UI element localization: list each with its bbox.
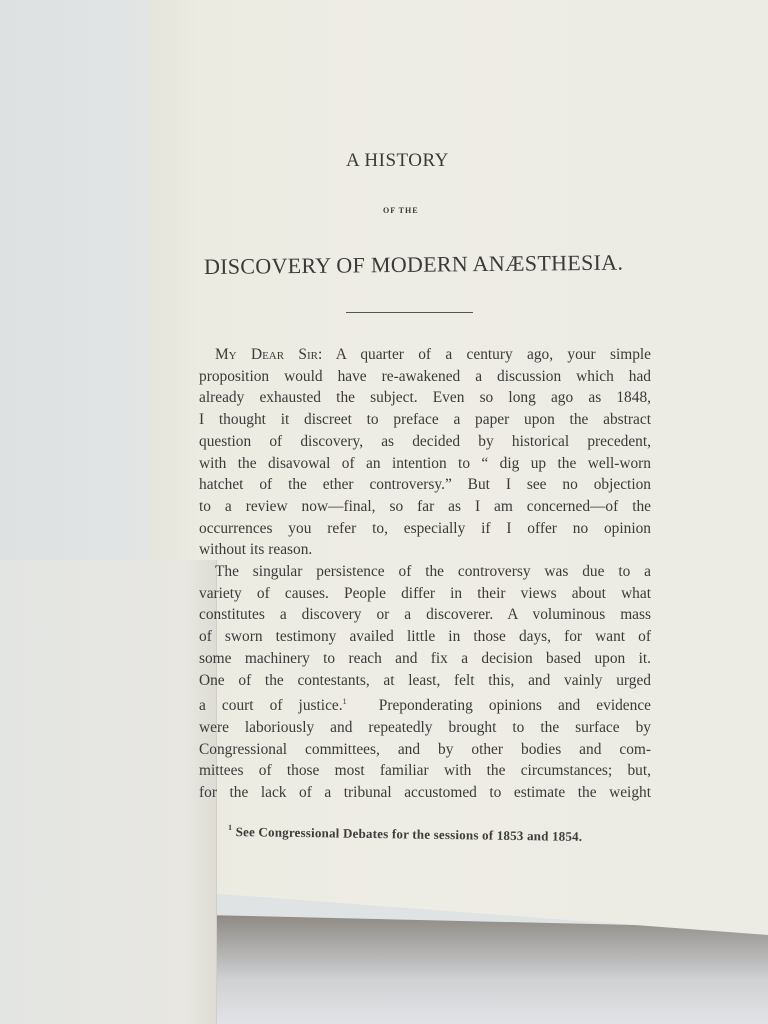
text-line: for the lack of a tribunal accustomed to estimate the weight bbox=[199, 784, 651, 802]
text-line: One of the contestants, at least, felt this, and vainly urged bbox=[199, 671, 651, 689]
title-a-history: A HISTORY bbox=[346, 150, 449, 171]
text-line: I thought it discreet to preface a paper upon the abstract bbox=[199, 411, 651, 429]
text-line: variety of causes. People differ in their views about what bbox=[199, 584, 651, 602]
text-line: question of discovery, as decided by historical precedent, bbox=[199, 432, 651, 450]
title-rule-divider bbox=[346, 312, 473, 313]
text-line: The singular persistence of the controversy was due to a bbox=[215, 563, 651, 581]
text-line: to a review now—final, so far as I am concerned—of the bbox=[199, 497, 651, 515]
left-page-edge bbox=[0, 560, 217, 1024]
text-line: a court of justice.$^1$ Preponderating opinions and evidence bbox=[199, 697, 651, 715]
footnote-ref: 1 bbox=[342, 697, 347, 707]
text-line: proposition would have re-awakened a discussion which had bbox=[199, 367, 651, 385]
text-line: mittees of those most familiar with the circumstances; but, bbox=[199, 762, 651, 780]
text-line: hatchet of the ether controversy.” But I see no objection bbox=[199, 476, 651, 494]
salutation: My Dear Sir bbox=[215, 346, 318, 363]
text-line: My Dear Sir: A quarter of a century ago, your simple bbox=[215, 346, 651, 363]
text-line: already exhausted the subject. Even so long ago as 1848, bbox=[199, 389, 651, 407]
text-line: without its reason. bbox=[199, 541, 313, 559]
title-of-the: OF THE bbox=[383, 206, 419, 215]
text-line: Congressional committees, and by other bodies and com- bbox=[199, 740, 651, 758]
title-main: DISCOVERY OF MODERN ANÆSTHESIA. bbox=[203, 249, 624, 279]
body-text bbox=[199, 344, 651, 804]
text-line: were laboriously and repeatedly brought to the surface by bbox=[199, 718, 651, 736]
text-line: some machinery to reach and fix a decision based upon it. bbox=[199, 649, 651, 667]
text-line: with the disavowal of an intention to “ dig up the well-worn bbox=[199, 454, 651, 472]
text-line: constitutes a discovery or a discoverer. A voluminous mass bbox=[199, 606, 651, 624]
footnote-text: See Congressional Debates for the sessions of 1853 and 1854. bbox=[235, 824, 583, 844]
page-shadow bbox=[205, 915, 768, 1024]
footnote-marker: 1 bbox=[227, 823, 233, 833]
text-line: occurrences you refer to, especially if I offer no opinion bbox=[199, 519, 651, 537]
text-line: of sworn testimony availed little in those days, for want of bbox=[199, 628, 651, 646]
